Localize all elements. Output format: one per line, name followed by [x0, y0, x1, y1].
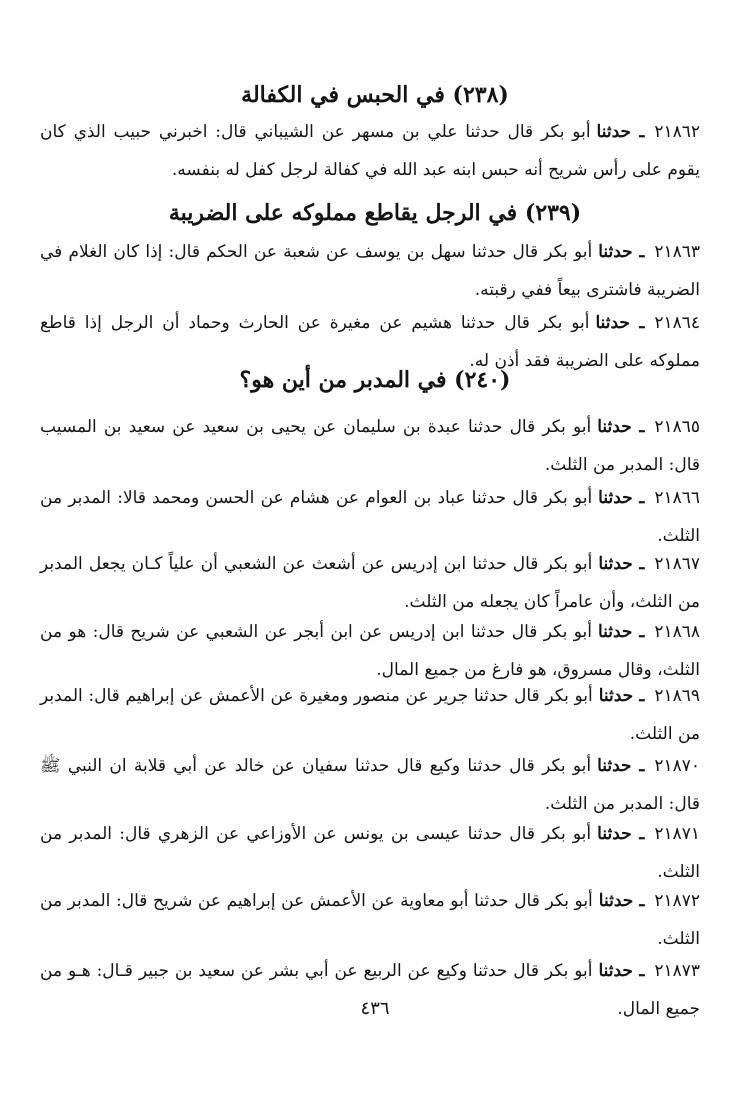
hadith-number: ٢١٨٧١	[654, 824, 700, 844]
hadith-number: ٢١٨٦٧	[654, 554, 701, 574]
hadith-text: أبو بكر قال حدثنا ابن إدريس عن أشعث عن الشعبي أن علياً كـان يجعل المدبر من الثلث، وأن عامراً كان يجعله من الثلث.	[40, 554, 700, 612]
hadith-number: ٢١٨٦٦	[654, 488, 701, 508]
hadith-text: أبو بكر قال حدثنا عيسى بن يونس عن الأوزاعي عن الزهري قال: المدبر من الثلث.	[40, 824, 700, 882]
hadith-text: أبو بكر قال حدثنا علي بن مسهر عن الشيباني قال: اخبرني حبيب الذي كان يقوم على رأس شريح أنه حبس ابنه عبد الله في كفالة لرجل كفل له بنفسه.	[40, 122, 700, 180]
hadith-text: أبو بكر قال حدثنا وكيع قال حدثنا سفيان عن خالد عن أبي قلابة ان النبي ﷺ قال: المدبر من الثلث.	[40, 756, 700, 814]
hadith-text: أبو بكر قال حدثنا وكيع عن الربيع عن أبي بشر عن سعيد بن جبير قـال: هـو من جميع المال.	[40, 961, 700, 1019]
hadith-lead: ـ حدثنا	[598, 961, 645, 981]
hadith-text: أبو بكر قال حدثنا أبو معاوية عن الأعمش عن إبراهيم عن شريح قال: المدبر من الثلث.	[40, 891, 700, 949]
page-number: ٤٣٦	[360, 998, 390, 1019]
chapter-heading-238: (٢٣٨) في الحبس في الكفالة	[241, 82, 509, 108]
hadith-lead: ـ حدثنا	[598, 686, 645, 706]
chapter-heading-240: (٢٤٠) في المدبر من أين هو؟	[239, 367, 511, 393]
hadith-lead: ـ حدثنا	[598, 242, 645, 262]
hadith-text: أبو بكر قال حدثنا ابن إدريس عن ابن أبجر عن الشعبي عن شريح قال: هو من الثلث، وقال مسروق، هو فارغ من جميع المال.	[40, 622, 700, 680]
hadith-lead: ـ حدثنا	[596, 122, 645, 142]
hadith-text: أبو بكر قال حدثنا عباد بن العوام عن هشام عن الحسن ومحمد قالا: المدبر من الثلث.	[40, 488, 700, 546]
hadith-text: أبو بكر قال حدثنا هشيم عن مغيرة عن الحارث وحماد أن الرجل إذا قاطع مملوكه على الضريبة فقد أذن له.	[40, 313, 700, 371]
hadith-paragraph	[40, 479, 700, 555]
hadith-text: أبو بكر قال حدثنا سهل بن يوسف عن شعبة عن الحكم قال: إذا كان الغلام في الضريبة فاشترى بيعاً ففي رقبته.	[40, 242, 700, 300]
hadith-number: ٢١٨٦٢	[654, 122, 700, 142]
hadith-paragraph	[40, 747, 700, 823]
hadith-number: ٢١٨٦٤	[654, 313, 700, 333]
hadith-text: أبو بكر قال حدثنا عبدة بن سليمان عن يحيى بن سعيد عن سعيد بن المسيب قال: المدبر من الثلث.	[40, 417, 700, 475]
hadith-number: ٢١٨٦٣	[654, 242, 701, 262]
hadith-number: ٢١٨٧٠	[654, 756, 700, 776]
hadith-number: ٢١٨٦٥	[654, 417, 700, 437]
hadith-lead: ـ حدثنا	[598, 554, 645, 574]
hadith-number: ٢١٨٧٣	[654, 961, 700, 981]
hadith-number: ٢١٨٦٩	[654, 686, 700, 706]
hadith-number: ٢١٨٦٨	[654, 622, 700, 642]
hadith-paragraph	[40, 815, 700, 891]
hadith-paragraph	[40, 882, 700, 958]
hadith-lead: ـ حدثنا	[597, 824, 645, 844]
hadith-text: أبو بكر قال حدثنا جرير عن منصور ومغيرة عن الأعمش عن إبراهيم قال: المدبر من الثلث.	[40, 686, 700, 744]
hadith-paragraph	[40, 233, 700, 309]
chapter-heading-239: (٢٣٩) في الرجل يقاطع مملوكه على الضريبة	[168, 200, 582, 226]
hadith-lead: ـ حدثنا	[598, 488, 645, 508]
hadith-lead: ـ حدثنا	[595, 313, 645, 333]
hadith-paragraph	[40, 677, 700, 753]
hadith-lead: ـ حدثنا	[598, 891, 645, 911]
hadith-lead: ـ حدثنا	[597, 622, 645, 642]
hadith-paragraph	[40, 113, 700, 189]
hadith-paragraph	[40, 408, 700, 484]
hadith-number: ٢١٨٧٢	[654, 891, 701, 911]
hadith-lead: ـ حدثنا	[597, 417, 645, 437]
hadith-paragraph	[40, 545, 700, 621]
hadith-lead: ـ حدثنا	[597, 756, 645, 776]
